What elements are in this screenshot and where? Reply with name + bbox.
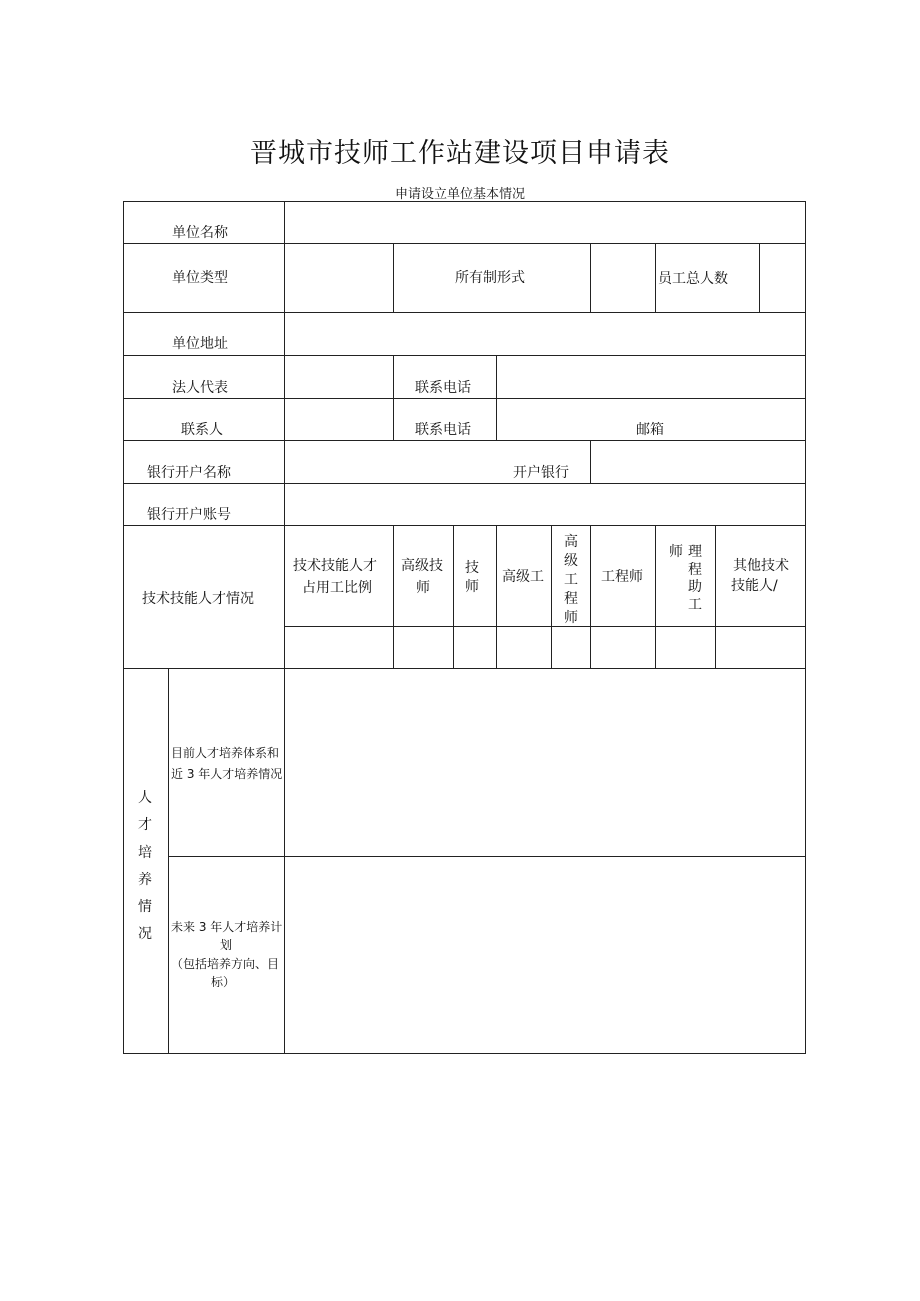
label-total-staff: 员工总人数 [658,271,728,287]
row-divider [123,668,806,669]
label-plan-line3: （包括培养方向、目 [171,957,280,971]
label-unit-address: 单位地址 [172,336,228,352]
col-divider [590,440,591,483]
col-divider [655,525,656,668]
label-phone-2: 联系电话 [415,422,471,438]
col-divider [168,668,169,1053]
table-border-right [805,201,806,1053]
label-legal-rep: 法人代表 [172,380,228,396]
col-divider [759,243,760,312]
row-divider [123,525,806,526]
col-divider [393,243,394,312]
col-divider [590,243,591,312]
row-divider [123,243,806,244]
label-ownership: 所有制形式 [455,270,525,286]
col-divider [393,525,394,668]
label-senior-worker: 高级工 [502,569,544,585]
label-unit-name: 单位名称 [172,225,228,241]
col-divider [453,525,454,668]
label-senior-technician-line1: 高级技 [401,558,443,574]
row-divider [123,440,806,441]
label-plan-line1: 未来 3 年人才培养计 [171,920,283,934]
label-assistant-col1: 师 [669,544,683,560]
row-divider [123,355,806,356]
row-divider [123,398,806,399]
row-divider [123,312,806,313]
row-divider [123,483,806,484]
label-bank-name: 银行开户名称 [147,465,231,481]
label-assistant-engineer: 理 程 助 工 [688,544,702,613]
label-talent-situation: 技术技能人才情况 [142,591,254,607]
row-divider [168,856,806,857]
label-senior-technician-line2: 师 [416,580,430,596]
table-border-bottom [123,1053,806,1054]
label-unit-type: 单位类型 [172,270,228,286]
label-contact: 联系人 [181,422,223,438]
label-current-training-line2: 近 3 年人才培养情况 [171,767,283,781]
label-account: 银行开户账号 [147,507,231,523]
form-title: 晋城市技师工作站建设项目申请表 [250,138,670,169]
col-divider [715,525,716,668]
col-divider [655,243,656,312]
col-divider [496,525,497,668]
label-phone: 联系电话 [415,380,471,396]
col-divider [393,355,394,440]
row-divider [284,626,806,627]
label-technician-char1: 技 [465,560,479,576]
table-border-top [123,201,806,202]
label-ratio-line2: 占用工比例 [302,580,372,596]
label-plan-line2: 划 [220,938,233,952]
label-training-section: 人 才 培 养 情 况 [138,790,152,943]
label-technician-char2: 师 [465,579,479,595]
label-senior-engineer: 高 级 工 程 师 [564,534,578,626]
label-engineer: 工程师 [601,569,643,585]
label-current-training-line1: 目前人才培养体系和 [171,746,280,760]
label-bank: 开户银行 [513,465,569,481]
label-plan-line4: 标） [211,975,236,989]
label-other-line1: 其他技术 [733,558,789,574]
col-divider [496,355,497,440]
label-other-line2: 技能人/ [731,578,778,594]
col-divider [551,525,552,668]
form-subtitle: 申请设立单位基本情况 [394,187,525,202]
col-divider [284,201,285,1053]
label-email: 邮箱 [636,422,664,438]
label-ratio-line1: 技术技能人才 [293,558,377,574]
table-border-left [123,201,124,1053]
col-divider [590,525,591,668]
